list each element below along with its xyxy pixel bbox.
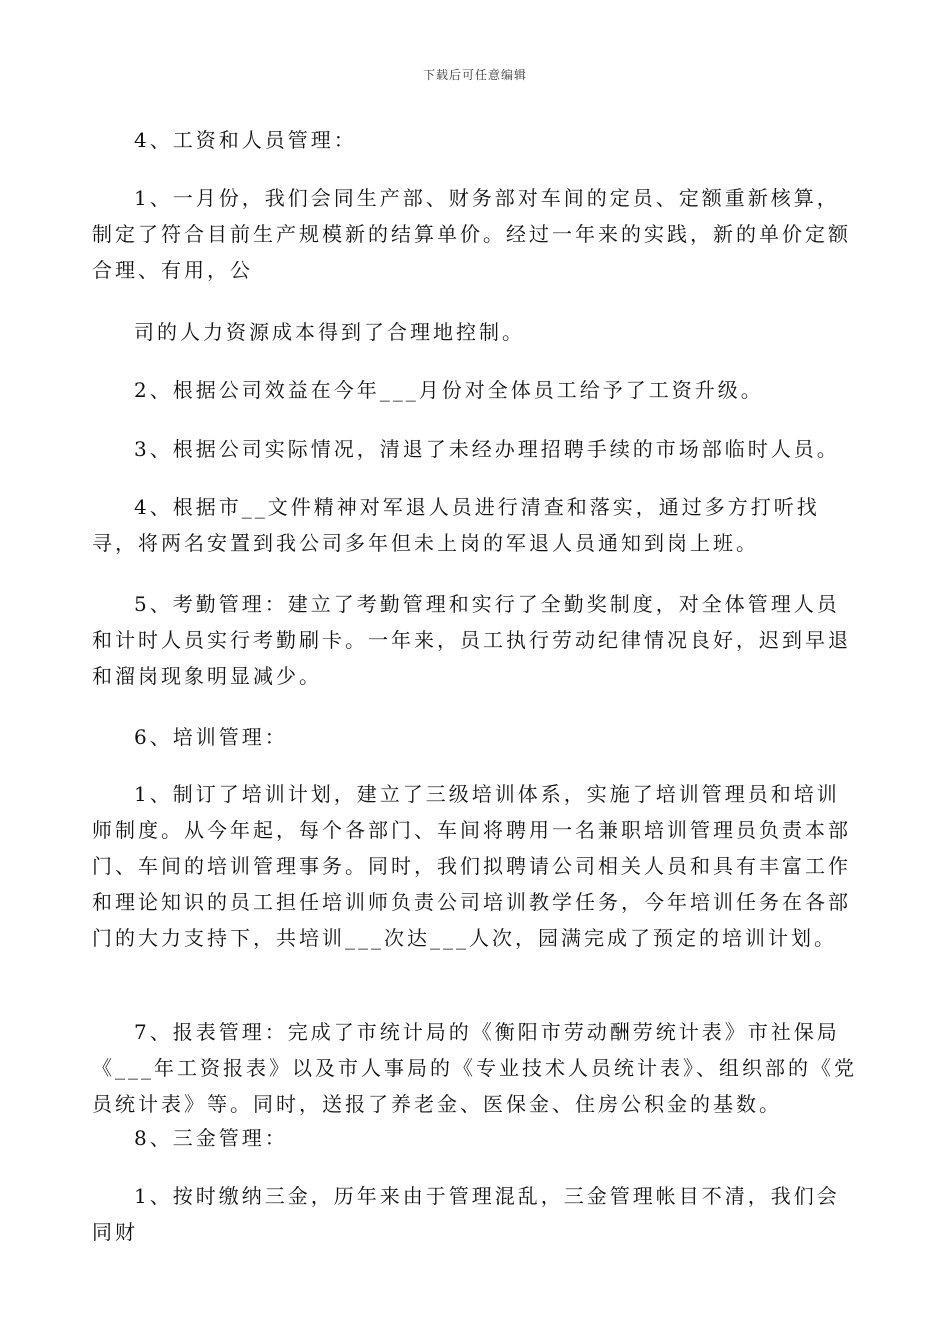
paragraph-cost-control: 司的人力资源成本得到了合理地控制。 (134, 320, 525, 344)
section-heading-three-funds: 8、三金管理： (134, 1126, 288, 1150)
section-heading-training: 6、培训管理： (134, 725, 288, 749)
paragraph-three-funds-payment: 1、按时缴纳三金，历年来由于管理混乱，三金管理帐目不清，我们会同财 (92, 1184, 840, 1244)
paragraph-quota-recalculation: 1、一月份，我们会同生产部、财务部对车间的定员、定额重新核算，制定了符合目前生产规模新的结算单价。经过一年来的实践，新的单价定额合理、有用，公 (92, 186, 851, 282)
paragraph-report-management: 7、报表管理：完成了市统计局的《衡阳市劳动酬劳统计表》市社保局《___年工资报表》以及市人事局的《专业技术人员统计表》、组织部的《党员统计表》等。同时，送报了养老金、医保金、住房公积金的基数。 (92, 1020, 857, 1116)
paragraph-temp-staff-dismissal: 3、根据公司实际情况，清退了未经办理招聘手续的市场部临时人员。 (134, 437, 840, 461)
paragraph-wage-upgrade: 2、根据公司效益在今年___月份对全体员工给予了工资升级。 (134, 378, 764, 402)
page-header-note: 下载后可任意编辑 (422, 68, 527, 82)
paragraph-veterans-placement: 4、根据市__文件精神对军退人员进行清查和落实，通过多方打听找寻，将两名安置到我公司多年但未上岗的军退人员通知到岗上班。 (92, 495, 820, 555)
section-heading-wages-personnel: 4、工资和人员管理： (134, 128, 357, 152)
paragraph-attendance-management: 5、考勤管理：建立了考勤管理和实行了全勤奖制度，对全体管理人员和计时人员实行考勤刷卡。一年来，员工执行劳动纪律情况良好，迟到早退和溜岗现象明显减少。 (92, 592, 851, 688)
paragraph-training-plan: 1、制订了培训计划，建立了三级培训体系，实施了培训管理员和培训师制度。从今年起，每个各部门、车间将聘用一名兼职培训管理员负责本部门、车间的培训管理事务。同时，我们拟聘请公司相关人员和具有丰富工作和理论知识的员工担任培训师负责公司培训教学任务，今年培训任务在各部门的大力支持下，共培训___次达___人次，园满完成了预定的培训计划。 (92, 782, 851, 950)
